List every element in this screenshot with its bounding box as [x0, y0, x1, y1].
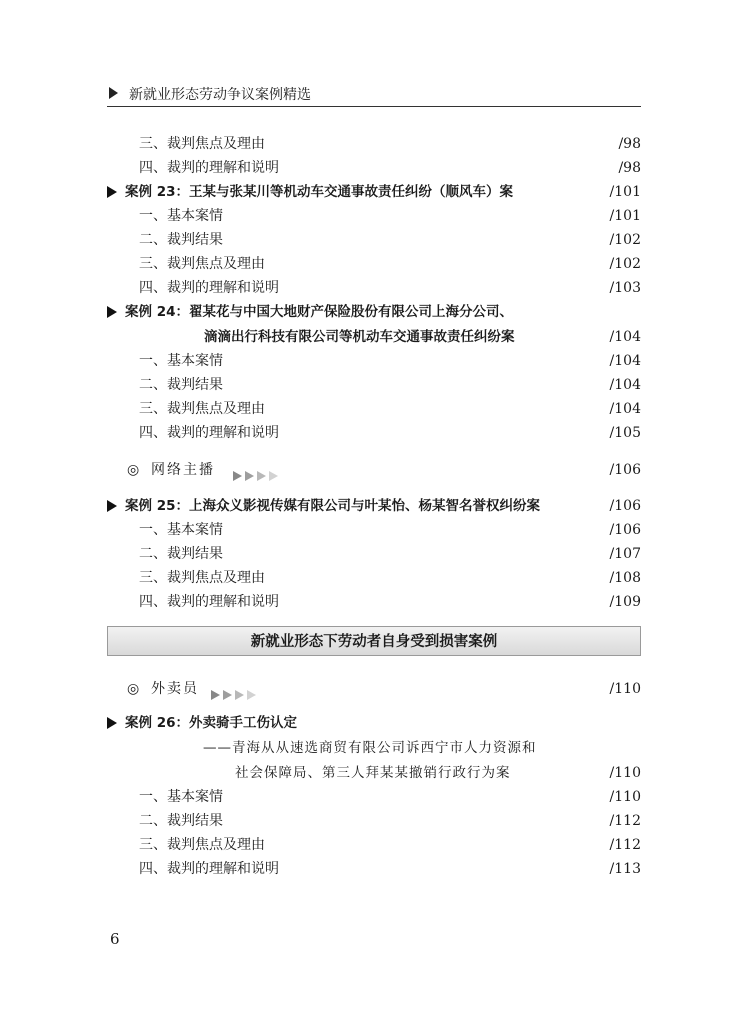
- toc-entry-page: /104: [609, 377, 641, 393]
- toc-entry[interactable]: [107, 350, 641, 372]
- toc-entry[interactable]: [107, 229, 641, 251]
- case-subtitle-line1: [107, 737, 641, 759]
- toc-entry-page: /112: [609, 813, 641, 829]
- toc-entry-label: 三、裁判焦点及理由: [139, 401, 265, 417]
- toc-entry[interactable]: [107, 519, 641, 541]
- toc-case-24[interactable]: [107, 301, 641, 323]
- section-label: 外卖员: [151, 681, 199, 697]
- toc-entry-label: 二、裁判结果: [139, 813, 223, 829]
- toc-entry-label: 二、裁判结果: [139, 377, 223, 393]
- toc-entry-page: /102: [609, 232, 641, 248]
- toc-entry-page: /104: [609, 401, 641, 417]
- bullseye-icon: ◎: [127, 462, 140, 478]
- toc-entry-label: 四、裁判的理解和说明: [139, 160, 279, 176]
- play-marker-icon: [107, 717, 117, 729]
- section-delivery[interactable]: [107, 677, 641, 701]
- case-subtitle: ——青海从从速选商贸有限公司诉西宁市人力资源和: [203, 740, 537, 756]
- toc-entry-page: /101: [609, 208, 641, 224]
- toc-entry[interactable]: [107, 157, 641, 179]
- toc-entry-page: /106: [609, 498, 641, 514]
- toc-entry-label: 四、裁判的理解和说明: [139, 425, 279, 441]
- case-title: 案例 23：王某与张某川等机动车交通事故责任纠纷（顺风车）案: [125, 184, 513, 200]
- toc-entry-page: /106: [609, 522, 641, 538]
- toc-entry-page: /98: [618, 136, 641, 152]
- toc-entry-label: 三、裁判焦点及理由: [139, 136, 265, 152]
- toc-entry-label: 四、裁判的理解和说明: [139, 280, 279, 296]
- toc-entry-page: /104: [609, 353, 641, 369]
- section-streamer[interactable]: [107, 458, 641, 482]
- toc-entry[interactable]: [107, 398, 641, 420]
- toc-entry[interactable]: [107, 858, 641, 880]
- toc-entry-page: /110: [609, 789, 641, 805]
- toc-entry-label: 一、基本案情: [139, 208, 223, 224]
- section-label: 网络主播: [151, 462, 215, 478]
- toc-entry-page: /102: [609, 256, 641, 272]
- arrows-icon: [211, 684, 259, 694]
- toc-entry[interactable]: [107, 834, 641, 856]
- toc-entry-page: /104: [609, 329, 641, 345]
- section-page: /110: [609, 681, 641, 697]
- toc-case-25[interactable]: [107, 495, 641, 517]
- toc-entry[interactable]: [107, 543, 641, 565]
- toc-case-23[interactable]: [107, 181, 641, 203]
- toc-entry[interactable]: [107, 786, 641, 808]
- toc-entry[interactable]: [107, 810, 641, 832]
- case-title: 案例 25：上海众义影视传媒有限公司与叶某怡、杨某智名誉权纠纷案: [125, 498, 540, 514]
- bullseye-icon: ◎: [127, 681, 140, 697]
- toc-entry-label: 一、基本案情: [139, 789, 223, 805]
- toc-entry[interactable]: [107, 422, 641, 444]
- toc-entry-label: 二、裁判结果: [139, 546, 223, 562]
- toc-entry-label: 一、基本案情: [139, 522, 223, 538]
- toc-entry-label: 四、裁判的理解和说明: [139, 861, 279, 877]
- toc-entry-label: 二、裁判结果: [139, 232, 223, 248]
- toc-entry[interactable]: [107, 567, 641, 589]
- page-number: 6: [110, 930, 120, 948]
- toc-entry-page: /108: [609, 570, 641, 586]
- case-title-cont: 滴滴出行科技有限公司等机动车交通事故责任纠纷案: [204, 329, 515, 345]
- toc-entry-page: /110: [609, 765, 641, 781]
- toc-entry-page: /107: [609, 546, 641, 562]
- section-page: /106: [609, 462, 641, 478]
- toc-entry-label: 三、裁判焦点及理由: [139, 837, 265, 853]
- case-title: 案例 24：翟某花与中国大地财产保险股份有限公司上海分公司、: [125, 304, 513, 320]
- running-header: [107, 82, 641, 107]
- toc-entry-page: /113: [609, 861, 641, 877]
- toc-entry-page: /98: [618, 160, 641, 176]
- case-subtitle: 社会保障局、第三人拜某某撤销行政行为案: [235, 765, 511, 781]
- toc-entry[interactable]: [107, 253, 641, 275]
- toc-entry-page: /103: [609, 280, 641, 296]
- toc-entry-label: 三、裁判焦点及理由: [139, 570, 265, 586]
- toc-entry[interactable]: [107, 277, 641, 299]
- toc-entry[interactable]: [107, 133, 641, 155]
- play-marker-icon: [107, 306, 117, 318]
- toc-entry-page: /101: [609, 184, 641, 200]
- toc-entry-page: /109: [609, 594, 641, 610]
- play-marker-icon: [107, 186, 117, 198]
- toc-entry-page: /105: [609, 425, 641, 441]
- toc-entry-label: 四、裁判的理解和说明: [139, 594, 279, 610]
- case-subtitle-line2[interactable]: [107, 762, 641, 784]
- toc-case-26[interactable]: [107, 712, 641, 734]
- toc-entry[interactable]: [107, 205, 641, 227]
- book-title: 新就业形态劳动争议案例精选: [129, 87, 311, 103]
- arrows-icon: [233, 465, 281, 475]
- toc-entry[interactable]: [107, 591, 641, 613]
- toc-entry-page: /112: [609, 837, 641, 853]
- triangle-icon: [109, 87, 118, 99]
- play-marker-icon: [107, 500, 117, 512]
- toc-entry[interactable]: [107, 374, 641, 396]
- toc-entry-label: 三、裁判焦点及理由: [139, 256, 265, 272]
- toc-case-24-cont[interactable]: [107, 326, 641, 348]
- part-banner: 新就业形态下劳动者自身受到损害案例: [107, 626, 641, 656]
- case-title: 案例 26：外卖骑手工伤认定: [125, 715, 297, 731]
- toc-entry-label: 一、基本案情: [139, 353, 223, 369]
